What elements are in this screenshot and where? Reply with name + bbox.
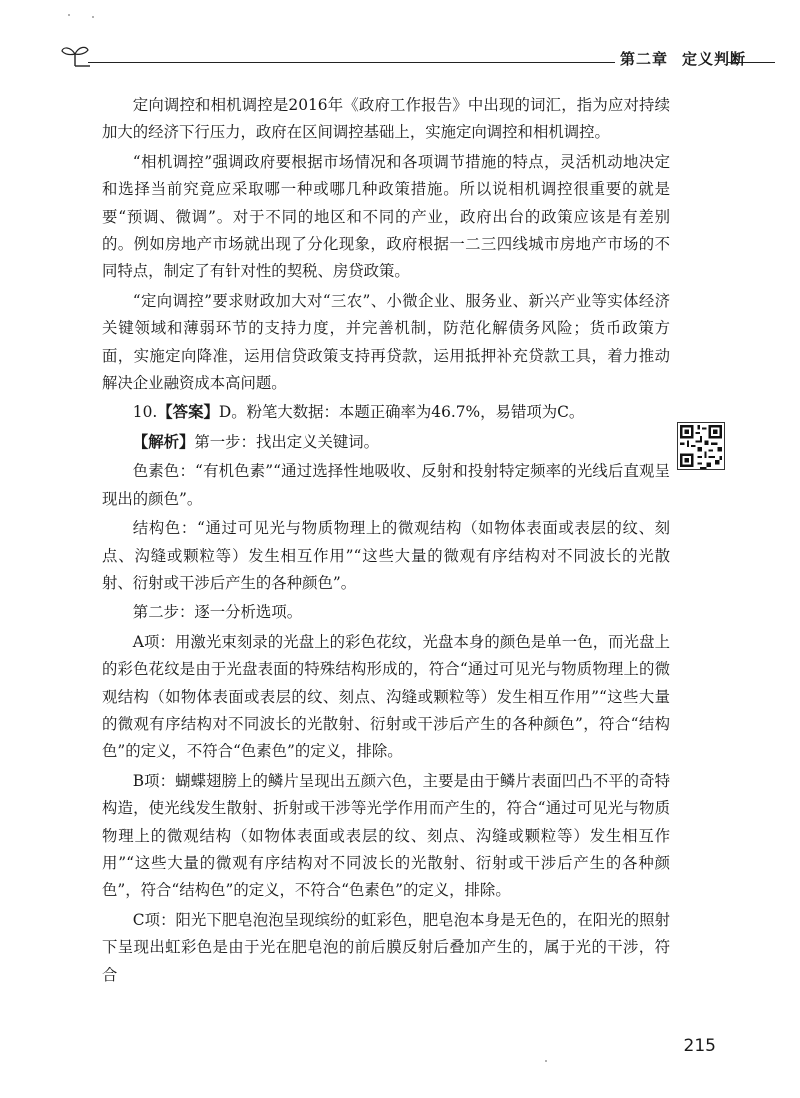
chapter-title: 定义判断 — [682, 50, 747, 68]
paragraph: 定向调控和相机调控是2016年《政府工作报告》中出现的词汇，指为应对持续加大的经济下行压力，政府在区间调控基础上，实施定向调控和相机调控。 — [102, 96, 670, 142]
analysis-line — [102, 429, 670, 456]
scan-speck — [68, 14, 70, 16]
header-rule-right — [728, 62, 775, 63]
question-number: 10. — [132, 403, 158, 422]
sprout-icon — [60, 42, 90, 68]
step-two: 第二步：逐一分析选项。 — [132, 603, 303, 622]
option-a: A项：用激光束刻录的光盘上的彩色花纹，光盘本身的颜色是单一色，而光盘上的彩色花纹是由于光盘表面的特殊结构形成的，符合“通过可见光与物质物理上的微观结构（如物体表面或表层的纹、刻点、沟缝或颗粒等）发生相互作用”“这些大量的微观有序结构对不同波长的光散射、衍射或干涉后产生的各种颜色”，符合“结构色”的定义，不符合“色素色”的定义，排除。 — [102, 632, 670, 761]
analysis-text: 第一步：找出定义关键词。 — [194, 432, 380, 451]
answer-tag: 【答案】 — [157, 403, 219, 422]
page-body — [102, 92, 670, 991]
chapter-heading — [620, 48, 746, 69]
scan-speck — [545, 1060, 547, 1062]
page-number: 215 — [683, 1036, 716, 1056]
chapter-label: 第二章 — [620, 50, 669, 68]
answer-text: D。粉笔大数据：本题正确率为46.7%，易错项为C。 — [218, 403, 585, 422]
scan-speck — [92, 16, 94, 18]
header-rule-left — [88, 62, 615, 63]
running-header — [60, 38, 775, 72]
option-c: C项：阳光下肥皂泡泡呈现缤纷的虹彩色，肥皂泡本身是无色的，在阳光的照射下呈现出虹彩色是由于光在肥皂泡的前后膜反射后叠加产生的，属于光的干涉，符合 — [102, 910, 670, 984]
option-b: B项：蝴蝶翅膀上的鳞片呈现出五颜六色，主要是由于鳞片表面凹凸不平的奇特构造，使光线发生散射、折射或干涉等光学作用而产生的，符合“通过可见光与物质物理上的微观结构（如物体表面或表层的纹、刻点、沟缝或颗粒等）发生相互作用”“这些大量的微观有序结构对不同波长的光散射、衍射或干涉后产生的各种颜色”，符合“结构色”的定义，不符合“色素色”的定义，排除。 — [102, 771, 670, 900]
analysis-tag: 【解析】 — [132, 432, 195, 451]
definition-structural: 结构色：“通过可见光与物质物理上的微观结构（如物体表面或表层的纹、刻点、沟缝或颗粒等）发生相互作用”“这些大量的微观有序结构对不同波长的光散射、衍射或干涉后产生的各种颜色”。 — [102, 519, 670, 592]
paragraph: “定向调控”要求财政加大对“三农”、小微企业、服务业、新兴产业等实体经济关键领域和薄弱环节的支持力度，并完善机制，防范化解债务风险；货币政策方面，实施定向降准，运用信贷政策支持再贷款，运用抵押补充贷款工具，着力推动解决企业融资成本高问题。 — [102, 291, 670, 393]
paragraph: “相机调控”强调政府要根据市场情况和各项调节措施的特点，灵活机动地决定和选择当前究竟应采取哪一种或哪几种政策措施。所以说相机调控很重要的就是要“预调、微调”。对于不同的地区和不同的产业，政府出台的政策应该是有差别的。例如房地产市场就出现了分化现象，政府根据一二三四线城市房地产市场的不同特点，制定了有针对性的契税、房贷政策。 — [102, 152, 670, 281]
definition-pigment: 色素色：“有机色素”“通过选择性地吸收、反射和投射特定频率的光线后直观呈现出的颜色”。 — [102, 462, 670, 508]
qr-code-icon[interactable] — [677, 422, 725, 470]
answer-line — [102, 399, 670, 426]
